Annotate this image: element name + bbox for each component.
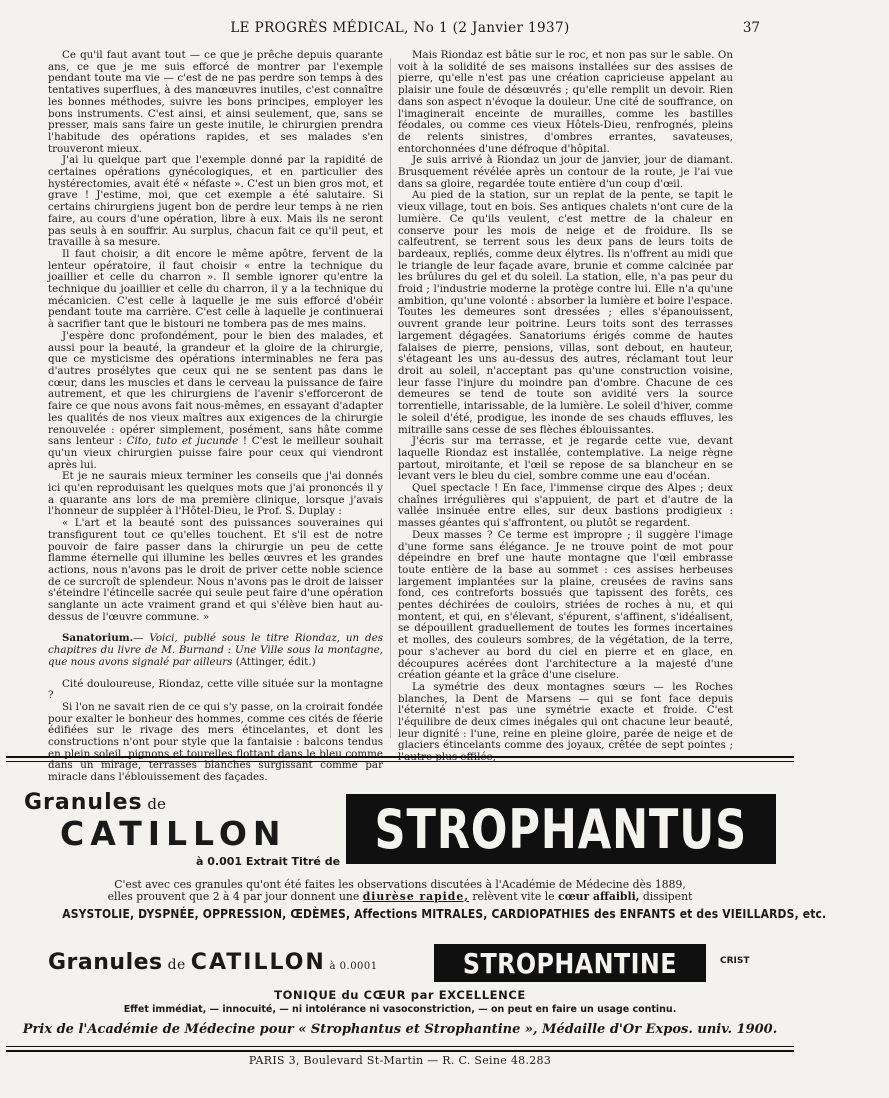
strophantine-banner (434, 944, 706, 982)
paragraph (48, 331, 383, 471)
ad-description-line: C'est avec ces granules qu'ont été faites les observations discutées à l'Académie de Médecine dès 1889, (114, 878, 686, 891)
symptoms-list (0, 906, 827, 921)
granules-heading (24, 790, 166, 815)
granules-word: Granules (48, 950, 163, 975)
journal-title: LE PROGRÈS MÉDICAL, No 1 (2 Janvier 1937) (230, 20, 570, 36)
desc-text: elles prouvent que 2 à 4 par jour donnent une (107, 890, 363, 903)
right-column (398, 49, 733, 764)
crist-label: CRIST (720, 956, 750, 966)
extrait-dose: à 0.001 Extrait Titré de (196, 855, 341, 868)
paragraph: La symétrie des deux montagnes sœurs — les Roches blanches, la Dent de Marsens — qui se font face depuis l'éternité n'est pas une symétrie exacte et froide. C'est l'équilibre de deux cimes inégales qui ont chacune leur beauté, leur dignité : l'une, reine en pleine gloire, parée de neige et de glaciers étincelants comme des joyaux, crêtée de sept pointes ; l'autre plus effilée, (398, 680, 733, 764)
left-column (48, 49, 383, 784)
catillon-brand: CATILLON (190, 950, 326, 975)
dose-text: à 0.0001 (325, 961, 378, 972)
paragraph: Ce qu'il faut avant tout — ce que je prêche depuis quarante ans, ce que je me suis efforcé de montrer par l'exemple pendant toute ma vie — c'est de ne pas perdre son temps à des tentatives superflues, à des manœuvres inutiles, c'est connaître les bonnes méthodes, suivre les bons principes, employer les bons instruments. C'est ainsi, et ainsi seulement, que, sans se presser, mais sans faire un geste inutile, le chirurgien prendra l'habitude des opérations rapides, et ses malades s'en trouveront mieux. (48, 49, 383, 155)
paragraph: Il faut choisir, a dit encore le même apôtre, fervent de la lenteur opératoire, il faut choisir « entre la technique du joaillier et celle du charron ». Il semble ignorer qu'entre la technique du joaillier et celle du charron, il y a la technique du mécanicien. C'est celle à laquelle je me suis efforcé d'obéir pendant toute ma carrière. C'est celle à laquelle je continuerai à sacrifier tant que le bistouri ne tombera pas de mes mains. (48, 247, 383, 331)
ad-description-line (0, 890, 800, 903)
paragraph: Mais Riondaz est bâtie sur le roc, et non pas sur le sable. On voit à la solidité de ses maisons installées sur des assises de pierre, qu'elle n'est pas une création capricieuse appelant au plaisir une foule de désœuvrés ; qu'elle remplit un devoir. Rien dans son aspect n'évoque la douleur. Une cité de souffrance, on l'imaginerait enceinte de murailles, comme les bastilles féodales, ou comme ces vieux Hôtels-Dieu, renfrognés, pleins de relents sinistres, d'ombres errantes, savateuses, entorchonnées d'une défroque d'hôpital. (398, 49, 733, 155)
paragraph: Deux masses ? Ce terme est impropre ; il suggère l'image d'une forme sans élégance. Je ne trouve point de mot pour dépeindre en bref une haute montagne que l'œil embrasse toute entière de la base au sommet : ces assises herbeuses largement implantées sur la plaine, creusées de ravins sans fond, ces contreforts bossués que tapissent des forêts, ces pentes déchirées de couloirs, striées de roches à nu, et qui montent, et qui, en s'élevant, s'épurent, s'affinent, s'idéalisent, se dépouillent graduellement de toutes les formes incertaines et molles, des couleurs sombres, de la végétation, de la terre, pour s'achever au bord du ciel en pierre et en glace, en découpures acérées dont l'architecture a la majesté d'une création géante et la grâce d'une ciselure. (398, 528, 733, 682)
paragraph: Je suis arrivé à Riondaz un jour de janvier, jour de diamant. Brusquement révélée après un contour de la route, je l'ai vue dans sa gloire, regardée toute entière d'un coup d'œil. (398, 154, 733, 190)
paragraph-text: J'espère donc profondément, pour le bien des malades, et aussi pour la beauté, la grandeur et la gloire de la chirurgie, que ce mysticisme des opérations interminables ne fera pas d'autres prosélytes que ceux qui ne se sentent pas dans le cœur, dans les muscles et dans le cerveau la puissance de faire autrement, et que les chirurgiens de l'avenir s'efforceront de faire ce que nous avons fait nous-mêmes, en essayant d'adapter les qualités de nos vieux maîtres aux exigences de la chirurgie renouvelée : opérer simplement, posément, sans hâte comme sans lenteur : (48, 329, 383, 448)
section-intro-text: — Voici, publié sous le titre Riondaz, un des chapitres du livre de M. Burnand : Une Ville sous la montagne, que nous avons signalé par ailleurs (48, 632, 383, 668)
paragraph: Si l'on ne savait rien de ce qui s'y passe, on la croirait fondée pour exalter le bonheur des hommes, comme ces cités de féerie édifiées sur le rivage des mers étincelantes, et dont les constructions n'ont pour style que la fantaisie : balcons tendus en plein soleil, pignons et tourelles flottant dans le bleu comme dans un mirage, terrasses blanches surgissant comme par miracle dans l'éblouissement des façades. (48, 700, 383, 784)
footer-address: PARIS 3, Boulevard St-Martin — R. C. Seine 48.283 (248, 1054, 552, 1067)
strophantus-text: STROPHANTUS (374, 797, 748, 861)
granules-word: Granules (24, 790, 143, 815)
section-heading: Sanatorium. (62, 632, 134, 645)
paragraph: Cité douloureuse, Riondaz, cette ville située sur la montagne ? (48, 677, 383, 702)
publisher: (Attinger, édit.) (232, 655, 316, 668)
desc-bold: cœur affaibli, (558, 890, 640, 903)
page-number: 37 (742, 20, 760, 36)
strophantine-text: STROPHANTINE (462, 946, 677, 980)
advertisement (0, 760, 827, 1050)
award-line: Prix de l'Académie de Médecine pour « Strophantus et Strophantine », Médaille d'Or Expos. univ. 1900. (22, 1022, 778, 1037)
paragraph: Au pied de la station, sur un replat de la pente, se tapit le vieux village, tout en bois. Ses antiques chalets n'ont cure de la lumière. Ce qu'ils veulent, c'est mettre de la chaleur en conserve pour les mois de neige et de froidure. Ils se calfeutrent, se terrent sous les deux pans de leurs toits de bardeaux, repliés, comme deux élytres. Ils n'offrent au midi que le triangle de leur façade avare, brunie et comme calcinée par les brûlures du gel et du soleil. La station, elle, n'a pas peur du froid ; l'industrie moderne la protège contre lui. Elle n'a qu'une ambition, qu'une volonté : absorber la lumière et boire l'espace. Toutes les demeures sont dressées ; elles s'épanouissent, ouvrent grande leur poitrine. Leurs toits sont des terrasses largement dégagées. Sanatoriums érigés comme de hautes falaises de pierre, pensions, villas, sont debout, en hauteur, s'étageant les uns au-dessus des autres, réclamant tout leur droit au soleil, n'acceptant pas qu'une construction voisine, leur fasse l'injure du moindre pan d'ombre. Chacune de ces demeures se tend de toute son avidité vers la source torrentielle, intarissable, de la lumière. Le soleil d'hiver, comme le soleil d'été, prodigue, les inonde de ses chauds effluves, les mitraille sans cesse de ses flèches éblouissantes. (398, 189, 733, 436)
latin-motto: Cito, tuto et jucunde (126, 435, 239, 448)
desc-highlight: diurèse rapide, (362, 890, 469, 903)
paragraph: Quel spectacle ! En face, l'immense cirque des Alpes ; deux chaînes irrégulières qui s'appuient, de part et d'autre de la vallée insinuée entre elles, sur deux bastions prodigieux : masses géantes qui s'affrontent, ou plutôt se regardent. (398, 482, 733, 530)
desc-text: dissipent (639, 890, 693, 903)
tonique-line: TONIQUE du CŒUR par EXCELLENCE (274, 988, 526, 1002)
quote-paragraph: « L'art et la beauté sont des puissances souveraines qui transfigurent tout ce qu'elles touchent. Et s'il est de notre pouvoir de faire passer dans la chirurgie un peu de cette flamme éternelle qui illumine les belles œuvres et les grandes actions, nous n'avons pas le droit de priver cette noble science de ce surcroît de splendeur. Nous n'avons pas le droit de laisser s'éteindre l'étincelle sacrée qui seule peut faire d'une opération sanglante un acte vraiment grand et qui s'élève bien haut au-dessus de l'œuvre commune. » (48, 517, 383, 623)
paragraph-text-end: ! C'est le meilleur souhait qu'un vieux chirurgien puisse faire pour ceux qui viendront après lui. (48, 435, 383, 471)
de-word: de (162, 957, 191, 973)
column-divider (390, 58, 391, 738)
symptoms-text: ASYSTOLIE, DYSPNÉE, OPPRESSION, ŒDÈMES, Affections MITRALES, CARDIOPATHIES des ENFANTS et des VIEILLARDS, etc. (62, 906, 827, 921)
paragraph: Et je ne saurais mieux terminer les conseils que j'ai donnés ici qu'en reproduisant les quelques mots que j'ai prononcés il y a quarante ans lors de ma première clinique, lorsque j'avais l'honneur de suppléer à l'Hôtel-Dieu, le Prof. S. Duplay : (48, 470, 383, 518)
paragraph: J'écris sur ma terrasse, et je regarde cette vue, devant laquelle Riondaz est installée, contemplative. La neige règne partout, miroitante, et l'œil se repose de sa blancheur en se levant vers le bleu du ciel, sombre comme une eau d'océan. (398, 435, 733, 483)
ad-border-bottom (6, 1046, 794, 1052)
de-word: de (142, 795, 166, 813)
paragraph: J'ai lu quelque part que l'exemple donné par la rapidité de certaines opérations gynécologiques, et en particulier des hystérectomies, avait été « néfaste ». C'est un bien gros mot, et grave ! J'estime, moi, que cet exemple a été salutaire. Si certains chirurgiens jugent bon de perdre leur temps à ne rien faire, au cours d'une opération, libre à eux. Mais ils ne seront pas seuls à en souffrir. Au surplus, chacun fait ce qu'il peut, et travaille à sa mesure. (48, 154, 383, 249)
page-header (0, 20, 800, 42)
effet-line: Effet immédiat, — innocuité, — ni intolérance ni vasoconstriction, — on peut en faire un usage continu. (123, 1004, 677, 1015)
desc-text: relèvent vite le (468, 890, 558, 903)
section-intro (48, 633, 383, 668)
catillon-brand: CATILLON (60, 814, 287, 853)
granules-strophantine-heading (48, 950, 378, 975)
strophantus-banner (346, 794, 776, 864)
